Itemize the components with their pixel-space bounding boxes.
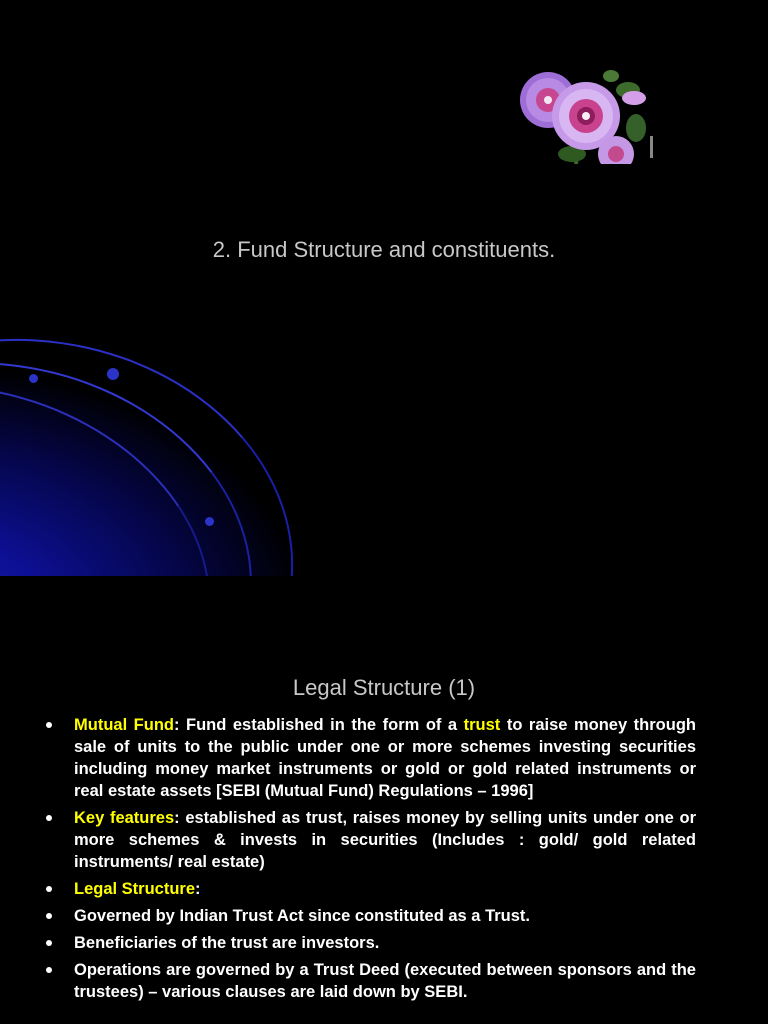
swirl-dot — [205, 517, 214, 526]
slide-2 — [0, 600, 768, 1024]
swirl-dot — [107, 368, 119, 380]
bullet-icon — [46, 886, 52, 892]
bullet-icon — [46, 815, 52, 821]
hollyhock-flower-image — [516, 68, 654, 164]
slide-title: 2. Fund Structure and constituents. — [212, 237, 556, 262]
highlight-term: Key features — [74, 809, 175, 827]
highlight-term: Legal Structure — [74, 880, 196, 898]
swirl-dot — [29, 374, 38, 383]
bullet-text: to raise money through sale of units to the public under one or more schemes investing securities including money market instruments or gold or gold related instruments or real estate assets [SEBI (Mutual Fund) Regulations – 1996] — [74, 716, 696, 800]
list-item — [44, 959, 696, 1003]
bullet-text: Beneficiaries of the trust are investors. — [74, 934, 380, 952]
list-item — [44, 905, 696, 927]
bullet-text: : established as trust, raises money by selling units under one or more schemes & invests in securities (Includes : gold/ gold related instruments/ real estate) — [74, 809, 696, 871]
bullet-icon — [46, 967, 52, 973]
highlight-term: trust — [463, 716, 501, 734]
bullet-icon — [46, 913, 52, 919]
bullet-text: Operations are governed by a Trust Deed (executed between sponsors and the trustees) – various clauses are laid down by SEBI. — [74, 961, 696, 1001]
list-item — [44, 878, 696, 900]
bullet-text: : — [195, 880, 201, 898]
bullet-list — [44, 714, 696, 1008]
slide-title: Legal Structure (1) — [292, 675, 476, 700]
bullet-icon — [46, 722, 52, 728]
list-item — [44, 932, 696, 954]
bullet-icon — [46, 940, 52, 946]
bullet-text: Governed by Indian Trust Act since constituted as a Trust. — [74, 907, 530, 925]
list-item — [44, 807, 696, 873]
highlight-term: Mutual Fund — [74, 716, 174, 734]
list-item — [44, 714, 696, 802]
bullet-text: : Fund established in the form of a — [174, 716, 464, 734]
